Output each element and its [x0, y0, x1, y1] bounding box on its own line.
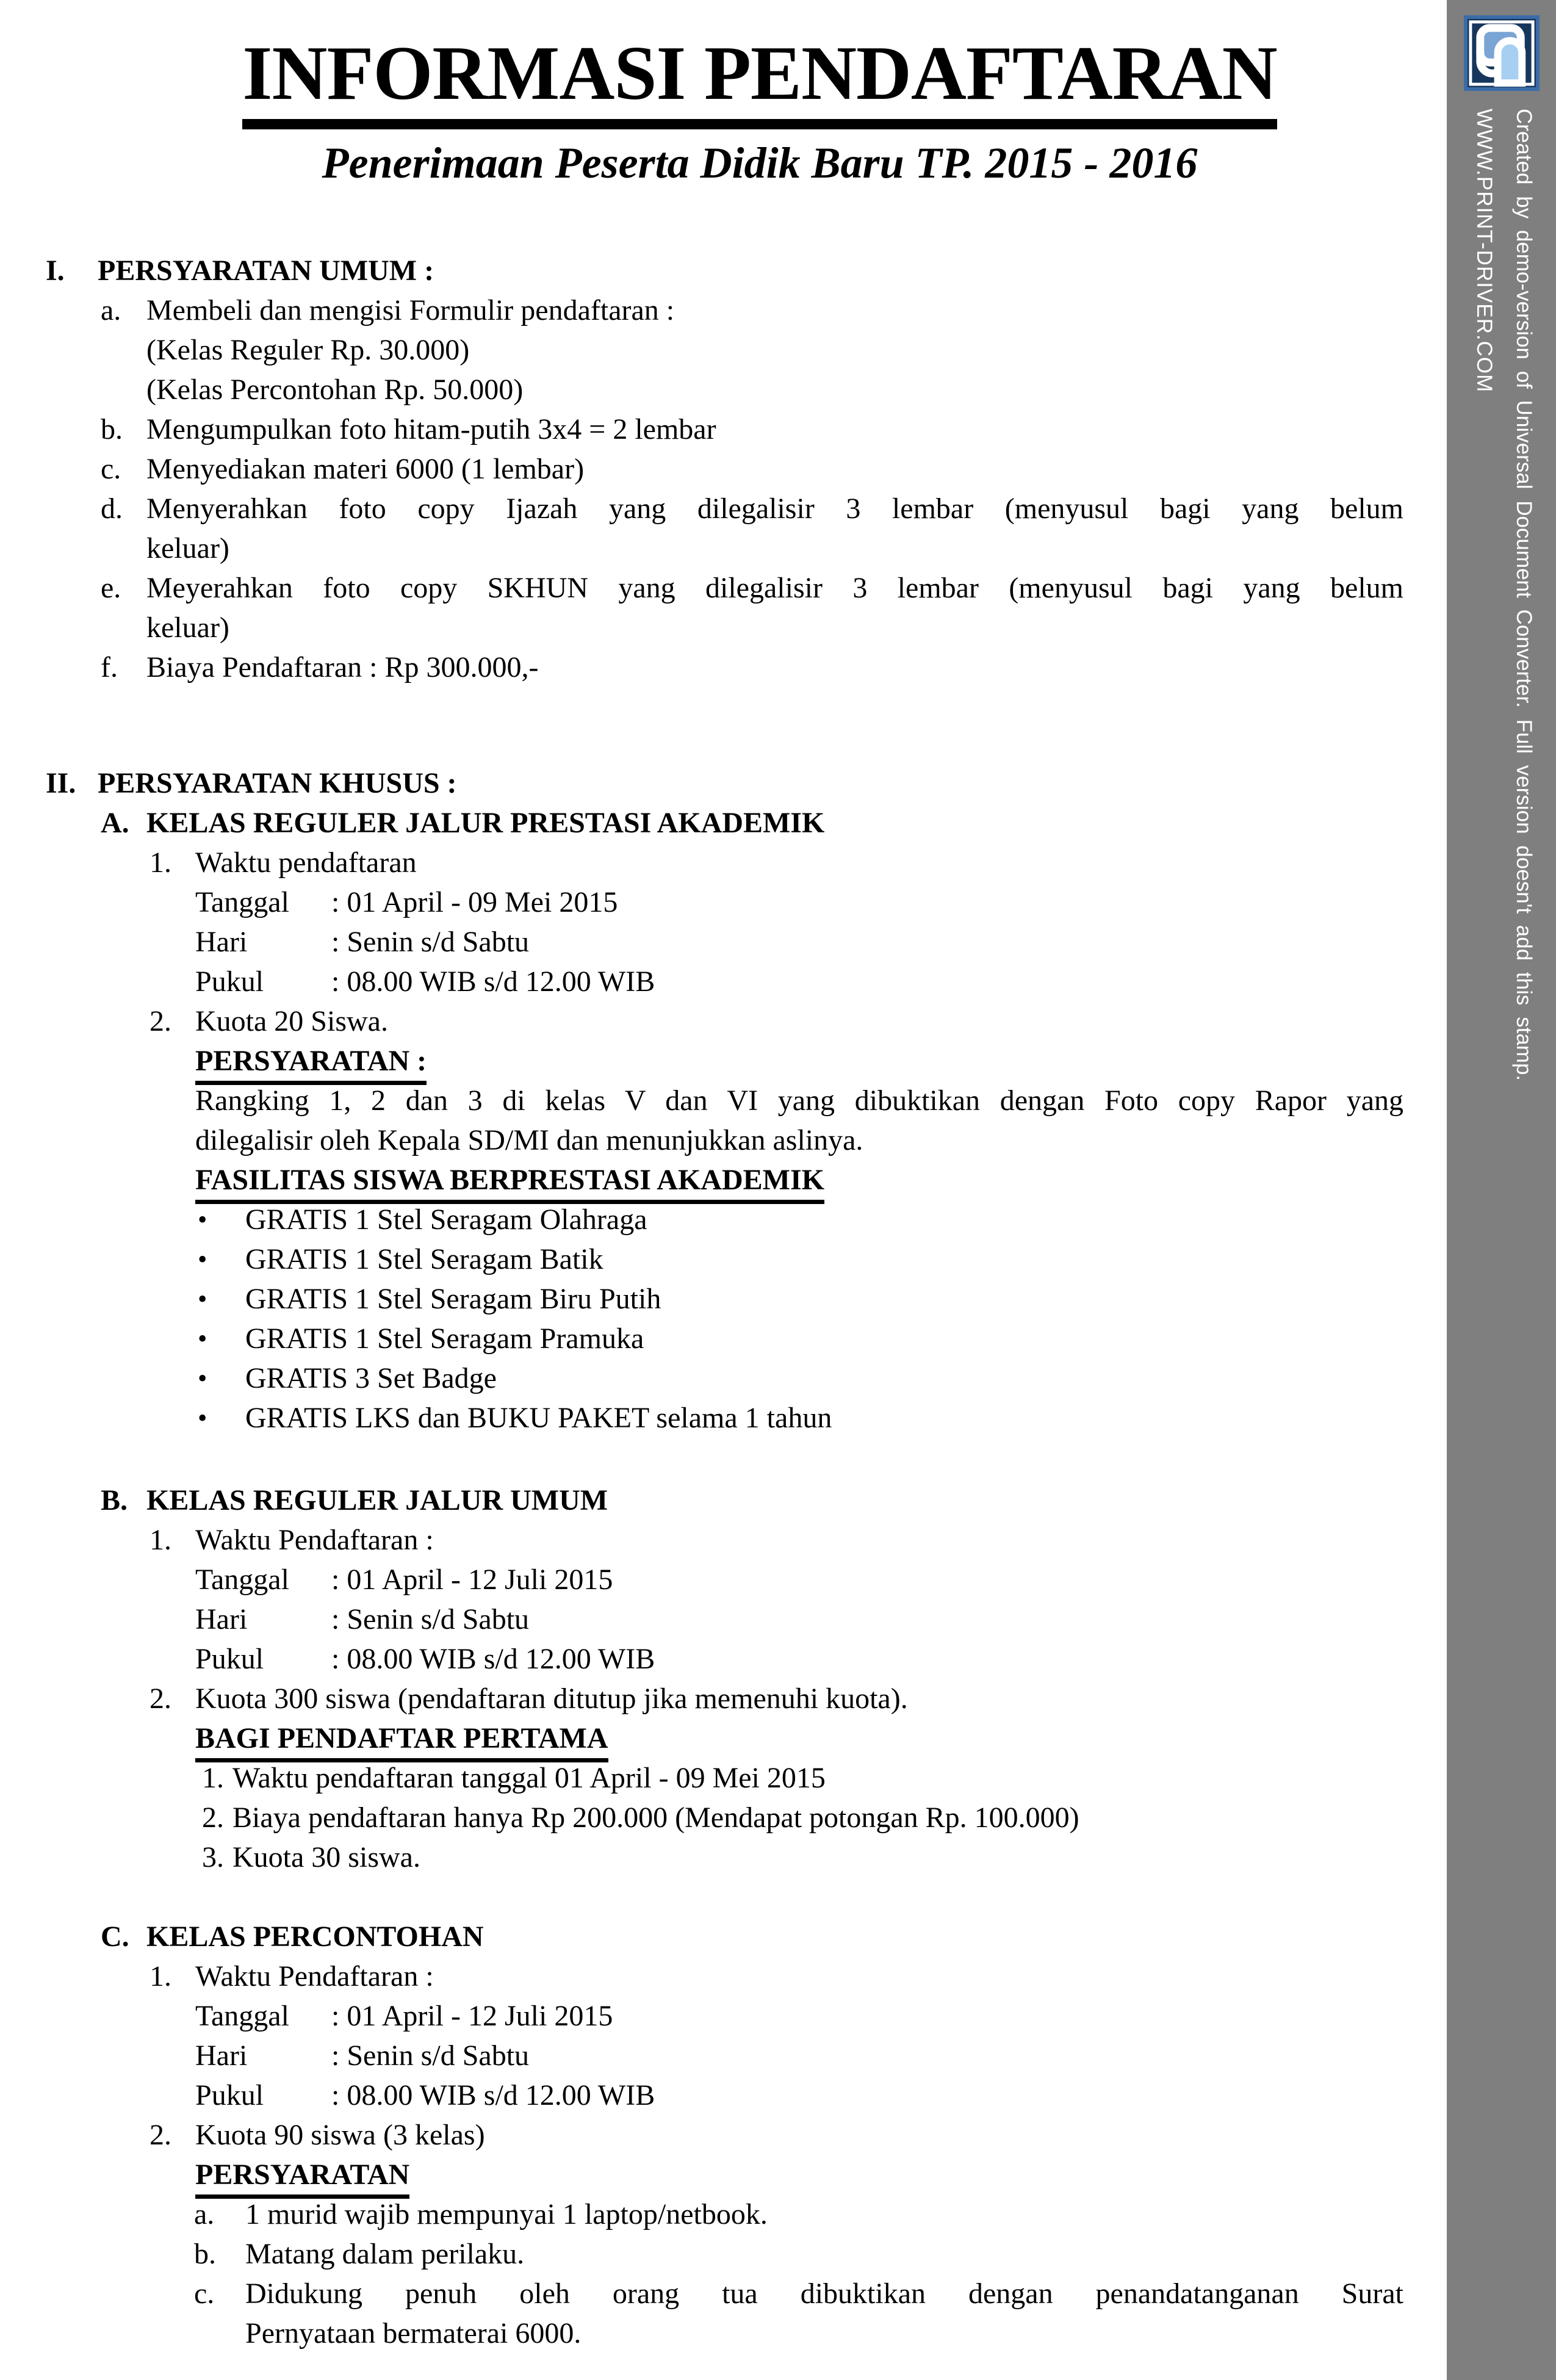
list-marker: C. — [101, 1920, 129, 1953]
schedule-row — [195, 1639, 1403, 1679]
line-text: KELAS REGULER JALUR UMUM — [146, 1484, 608, 1516]
list-marker: c. — [101, 452, 121, 485]
schedule-label: Hari — [195, 1603, 248, 1635]
line-text: Didukung penuh oleh orang tua dibuktikan dengan penandatanganan Surat — [245, 2277, 1403, 2310]
schedule-value: : Senin s/d Sabtu — [331, 2039, 530, 2072]
line-text: (Kelas Reguler Rp. 30.000) — [146, 333, 470, 366]
schedule-label: Pukul — [195, 2079, 264, 2111]
line-text: PERSYARATAN UMUM : — [98, 254, 434, 287]
page-title: INFORMASI PENDAFTARAN — [242, 31, 1277, 129]
list-item — [101, 568, 1403, 608]
bullet-item — [198, 1200, 1403, 1239]
line-text: GRATIS 1 Stel Seragam Batik — [245, 1242, 603, 1275]
underlined-heading — [195, 1041, 1403, 1081]
spacer — [0, 1438, 1403, 1480]
list-item — [101, 409, 1403, 449]
bullet-item — [198, 1279, 1403, 1319]
list-item — [149, 1956, 1403, 1996]
line-text: GRATIS 1 Stel Seragam Olahraga — [245, 1203, 647, 1236]
list-marker: c. — [194, 2277, 215, 2310]
schedule-row — [195, 1996, 1403, 2036]
list-marker: A. — [101, 806, 129, 839]
line-text: Waktu Pendaftaran : — [195, 1523, 434, 1556]
watermark-text — [1464, 109, 1544, 1081]
line-text: KELAS PERCONTOHAN — [146, 1920, 484, 1953]
list-marker: e. — [101, 571, 121, 604]
list-marker: a. — [194, 2198, 215, 2230]
bullet-icon: • — [198, 1363, 207, 1393]
line-text: Menyerahkan foto copy Ijazah yang dilegalisir 3 lembar (menyusul bagi yang belum — [146, 492, 1403, 525]
schedule-value: : 01 April - 09 Mei 2015 — [331, 885, 618, 918]
schedule-label: Tanggal — [195, 1563, 289, 1596]
list-marker: d. — [101, 492, 123, 525]
list-item — [202, 1758, 1403, 1798]
line-text: PERSYARATAN KHUSUS : — [98, 766, 457, 799]
list-marker: 1. — [149, 1523, 171, 1556]
line-text: GRATIS 1 Stel Seragam Biru Putih — [245, 1282, 661, 1315]
page-subtitle: Penerimaan Peserta Didik Baru TP. 2015 - 2016 — [322, 139, 1198, 188]
watermark-note: Created by demo-version of Universal Document Converter. Full version doesn't add this stamp. — [1512, 109, 1536, 1081]
schedule-row — [195, 922, 1403, 962]
schedule-label: Pukul — [195, 1642, 264, 1675]
line-text: keluar) — [146, 611, 229, 644]
list-marker: 1. — [202, 1761, 224, 1794]
list-item — [202, 1837, 1403, 1877]
bullet-item — [198, 1358, 1403, 1398]
line-text: Mengumpulkan foto hitam-putih 3x4 = 2 lembar — [146, 413, 716, 445]
list-marker: b. — [194, 2237, 216, 2270]
line-text: Biaya pendaftaran hanya Rp 200.000 (Mendapat potongan Rp. 100.000) — [232, 1801, 1079, 1834]
document-body — [0, 251, 1403, 2353]
line-text: Pernyataan bermaterai 6000. — [245, 2317, 582, 2349]
line-text: FASILITAS SISWA BERPRESTASI AKADEMIK — [195, 1164, 824, 1204]
line-text: Biaya Pendaftaran : Rp 300.000,- — [146, 651, 539, 683]
line-text: Menyediakan materi 6000 (1 lembar) — [146, 452, 585, 485]
paragraph-line — [195, 1081, 1403, 1120]
line-text: Waktu pendaftaran tanggal 01 April - 09 Mei 2015 — [232, 1761, 826, 1794]
schedule-value: : Senin s/d Sabtu — [331, 1603, 530, 1635]
list-marker: a. — [101, 294, 121, 326]
schedule-value: : 01 April - 12 Juli 2015 — [331, 1563, 613, 1596]
schedule-row — [195, 1560, 1403, 1599]
list-item — [149, 1520, 1403, 1560]
section-heading — [46, 763, 1403, 803]
subsection-heading — [101, 803, 1403, 843]
list-item — [149, 843, 1403, 882]
line-text: PERSYARATAN : — [195, 1045, 427, 1085]
list-item — [149, 2115, 1403, 2155]
schedule-row — [195, 1599, 1403, 1639]
continuation-line — [146, 528, 1403, 568]
continuation-line — [245, 2313, 1403, 2353]
list-marker: 2. — [149, 1682, 171, 1715]
list-item — [149, 1001, 1403, 1041]
line-text: Kuota 20 Siswa. — [195, 1004, 388, 1037]
document-header — [85, 31, 1434, 190]
continuation-line — [146, 330, 1403, 370]
bullet-icon: • — [198, 1204, 207, 1235]
line-text: Kuota 30 siswa. — [232, 1841, 420, 1873]
list-marker: b. — [101, 413, 123, 445]
bullet-icon: • — [198, 1244, 207, 1274]
list-marker: 2. — [149, 2118, 171, 2151]
schedule-value: : 08.00 WIB s/d 12.00 WIB — [331, 2079, 655, 2111]
subsection-heading — [101, 1480, 1403, 1520]
line-text: KELAS REGULER JALUR PRESTASI AKADEMIK — [146, 806, 825, 839]
watermark-url: WWW.PRINT-DRIVER.COM — [1472, 109, 1496, 393]
bullet-item — [198, 1398, 1403, 1438]
underlined-heading — [195, 1718, 1403, 1758]
spacer — [0, 687, 1403, 763]
bullet-icon: • — [198, 1402, 207, 1433]
list-marker: II. — [46, 766, 76, 799]
line-text: (Kelas Percontohan Rp. 50.000) — [146, 373, 524, 406]
underlined-heading — [195, 1160, 1403, 1200]
schedule-label: Pukul — [195, 965, 264, 998]
paragraph-line — [195, 1120, 1403, 1160]
list-marker: 1. — [149, 1960, 171, 1992]
schedule-label: Tanggal — [195, 885, 289, 918]
schedule-value: : 01 April - 12 Juli 2015 — [331, 1999, 613, 2032]
bullet-icon: • — [198, 1323, 207, 1354]
continuation-line — [146, 608, 1403, 647]
schedule-row — [195, 2036, 1403, 2075]
schedule-label: Hari — [195, 925, 248, 958]
list-item — [149, 1679, 1403, 1718]
section-heading — [46, 251, 1403, 290]
list-item — [194, 2194, 1403, 2234]
list-item — [194, 2234, 1403, 2274]
list-marker: I. — [46, 254, 65, 287]
line-text: Meyerahkan foto copy SKHUN yang dilegalisir 3 lembar (menyusul bagi yang belum — [146, 571, 1403, 604]
line-text: Membeli dan mengisi Formulir pendaftaran : — [146, 294, 675, 326]
line-text: GRATIS 3 Set Badge — [245, 1361, 497, 1394]
bullet-icon: • — [198, 1283, 207, 1314]
list-marker: 2. — [202, 1801, 224, 1834]
line-text: Waktu pendaftaran — [195, 846, 417, 879]
continuation-line — [146, 370, 1403, 409]
line-text: dilegalisir oleh Kepala SD/MI dan menunjukkan aslinya. — [195, 1123, 863, 1156]
list-item — [101, 647, 1403, 687]
list-marker: 3. — [202, 1841, 224, 1873]
line-text: Kuota 90 siswa (3 kelas) — [195, 2118, 485, 2151]
universal-document-converter-logo-icon — [1464, 15, 1540, 91]
line-text: PERSYARATAN — [195, 2158, 409, 2199]
list-item — [202, 1798, 1403, 1837]
subsection-heading — [101, 1917, 1403, 1956]
schedule-value: : 08.00 WIB s/d 12.00 WIB — [331, 1642, 655, 1675]
list-marker: 2. — [149, 1004, 171, 1037]
line-text: GRATIS LKS dan BUKU PAKET selama 1 tahun — [245, 1401, 832, 1434]
list-marker: 1. — [149, 846, 171, 879]
bullet-item — [198, 1239, 1403, 1279]
line-text: 1 murid wajib mempunyai 1 laptop/netbook. — [245, 2198, 768, 2230]
schedule-label: Hari — [195, 2039, 248, 2072]
line-text: Kuota 300 siswa (pendaftaran ditutup jika memenuhi kuota). — [195, 1682, 908, 1715]
line-text: BAGI PENDAFTAR PERTAMA — [195, 1722, 608, 1762]
schedule-value: : Senin s/d Sabtu — [331, 925, 530, 958]
list-item — [101, 449, 1403, 489]
watermark-sidebar — [1447, 0, 1556, 2380]
schedule-row — [195, 2075, 1403, 2115]
list-item — [101, 290, 1403, 330]
line-text: GRATIS 1 Stel Seragam Pramuka — [245, 1322, 644, 1355]
schedule-label: Tanggal — [195, 1999, 289, 2032]
schedule-row — [195, 962, 1403, 1001]
bullet-item — [198, 1319, 1403, 1358]
spacer — [0, 1877, 1403, 1917]
line-text: Waktu Pendaftaran : — [195, 1960, 434, 1992]
line-text: Matang dalam perilaku. — [245, 2237, 525, 2270]
underlined-heading — [195, 2155, 1403, 2194]
line-text: keluar) — [146, 532, 229, 564]
line-text: Rangking 1, 2 dan 3 di kelas V dan VI yang dibuktikan dengan Foto copy Rapor yang — [195, 1084, 1403, 1117]
list-item — [101, 489, 1403, 528]
list-item — [194, 2274, 1403, 2313]
list-marker: f. — [101, 651, 118, 683]
schedule-row — [195, 882, 1403, 922]
schedule-value: : 08.00 WIB s/d 12.00 WIB — [331, 965, 655, 998]
list-marker: B. — [101, 1484, 128, 1516]
